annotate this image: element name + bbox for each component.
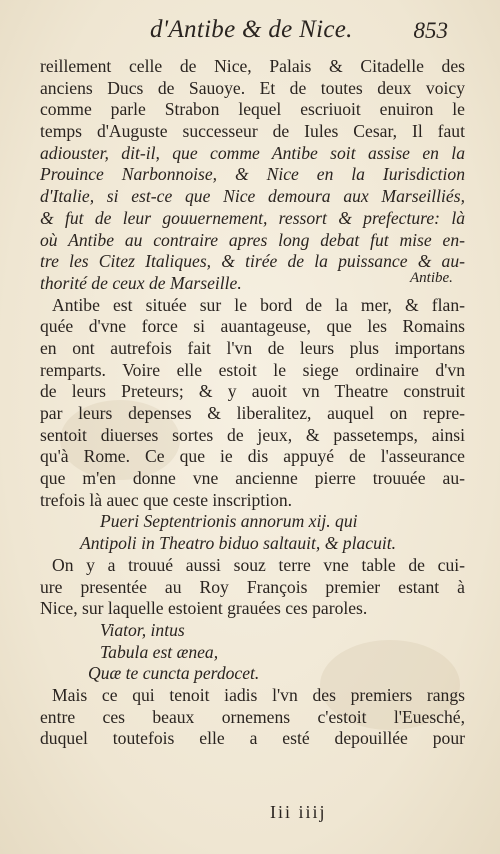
text-line: temps d'Auguste successeur de Iules Cesar, Il faut [40, 121, 465, 142]
text-line: quée d'vne force si auantageuse, que les Romains [40, 316, 465, 337]
text-line: que m'en donne vne ancienne pierre trouuée au- [40, 468, 465, 489]
page-number: 853 [413, 18, 448, 43]
text-line: Nice, sur laquelle estoient grauées ces paroles. [40, 598, 368, 619]
text-line: Prouince Narbonnoise, & Nice en la Iurisdiction [40, 164, 465, 185]
text-line: par leurs depenses & liberalitez, auquel on repre- [40, 403, 465, 423]
text-line: Viator, intus [100, 619, 185, 640]
text-line: & fut de leur gouuernement, ressort & prefecture: là [40, 207, 465, 228]
text-line: anciens Ducs de Sauoye. Et de toutes deux voicy [40, 77, 465, 98]
text-line: thorité de ceux de Marseille. [40, 272, 242, 293]
text-line: sentoit diuerses sortes de jeux, & passetemps, ainsi [40, 424, 465, 445]
text-line: On y a trouué aussi souz terre vne table de cui- [52, 554, 465, 575]
text-line: ure presentée au Roy François premier estant à [40, 576, 465, 597]
text-line: d'Italie, si est-ce que Nice demoura aux Marseilliés, [40, 186, 465, 207]
text-line: Pueri Septentrionis annorum xij. qui [100, 511, 358, 532]
text-line: Antibe est située sur le bord de la mer, & flan- [52, 294, 465, 315]
text-line: duquel toutefois elle a esté depouillée pour [40, 728, 465, 749]
margin-note: Antibe. [410, 270, 453, 286]
text-line: comme parle Strabon lequel escriuoit enuiron le [40, 99, 465, 120]
text-line: reillement celle de Nice, Palais & Citadelle des [40, 56, 465, 76]
text-line: adiouster, dit-il, que comme Antibe soit assise en la [40, 142, 465, 163]
text-line: qu'à Rome. Ce que ie dis appuyé de l'asseurance [40, 446, 465, 467]
text-line: remparts. Voire elle estoit le siege ordinaire d'vn [40, 359, 465, 380]
text-line: tre les Citez Italiques, & tirée de la puissance & au- [40, 251, 465, 272]
text-line: entre ces beaux ornemens c'estoit l'Euesché, [40, 706, 465, 727]
text-line: Quæ te cuncta perdocet. [88, 663, 260, 684]
text-line: de leurs Preteurs; & y auoit vn Theatre construit [40, 381, 465, 402]
text-line: Tabula est ænea, [100, 641, 219, 662]
text-line: en ont autrefois fait l'vn de leurs plus importans [40, 337, 465, 358]
text-line: Antipoli in Theatro biduo saltauit, & placuit. [80, 533, 397, 554]
page-header [0, 12, 500, 52]
text-line: trefois là auec que ceste inscription. [40, 489, 293, 510]
text-line: Mais ce qui tenoit iadis l'vn des premiers rangs [52, 684, 465, 705]
signature-mark: Iii iiij [270, 802, 327, 822]
text-body [40, 56, 465, 750]
running-title: d'Antibe & de Nice. [150, 16, 353, 43]
text-line: où Antibe au contraire apres long debat fut mise en- [40, 229, 465, 250]
